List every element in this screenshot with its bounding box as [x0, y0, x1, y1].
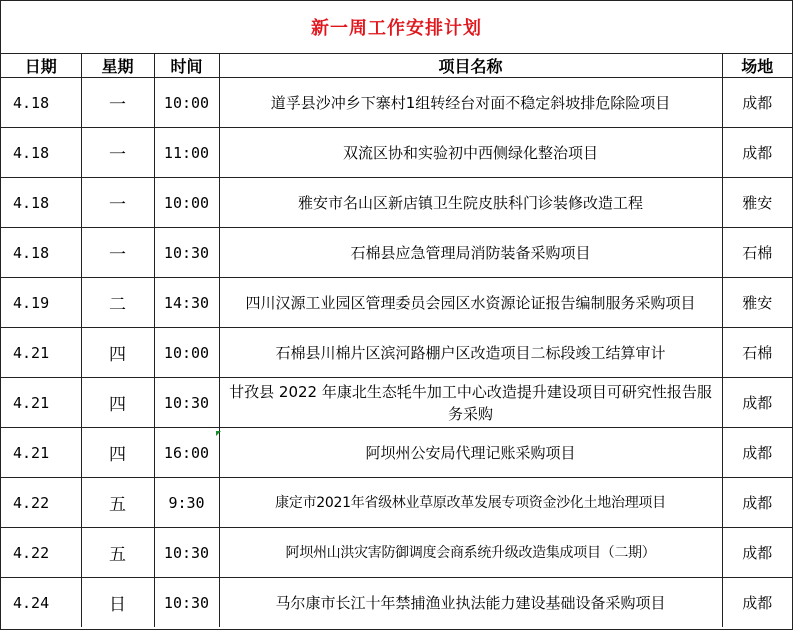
cell-venue: 成都: [722, 78, 792, 128]
cell-project: 阿坝州山洪灾害防御调度会商系统升级改造集成项目（二期）: [219, 528, 722, 578]
cell-date: 4.18: [1, 178, 81, 228]
cell-venue: 成都: [722, 478, 792, 528]
header-time: 时间: [154, 54, 219, 78]
cell-venue: 石棉: [722, 228, 792, 278]
cell-weekday: 五: [81, 528, 154, 578]
header-venue: 场地: [722, 54, 792, 78]
table-row: [1, 128, 792, 178]
cell-time: 14:30: [154, 278, 219, 328]
cell-project: 双流区协和实验初中西侧绿化整治项目: [219, 128, 722, 178]
table-row: [1, 578, 792, 628]
cell-time: 10:00: [154, 78, 219, 128]
header-weekday: 星期: [81, 54, 154, 78]
cell-project: 四川汉源工业园区管理委员会园区水资源论证报告编制服务采购项目: [219, 278, 722, 328]
cell-project: 石棉县应急管理局消防装备采购项目: [219, 228, 722, 278]
cell-date: 4.22: [1, 478, 81, 528]
table-row: [1, 528, 792, 578]
header-project: 项目名称: [219, 54, 722, 78]
cell-weekday: 五: [81, 478, 154, 528]
cell-date: 4.19: [1, 278, 81, 328]
cell-project: 康定市2021年省级林业草原改革发展专项资金沙化土地治理项目: [219, 478, 722, 528]
cell-date: 4.18: [1, 128, 81, 178]
cell-weekday: 四: [81, 378, 154, 428]
page-title: 新一周工作安排计划: [311, 18, 482, 39]
table-row: [1, 428, 792, 478]
cell-weekday: 一: [81, 228, 154, 278]
cell-venue: 成都: [722, 528, 792, 578]
cell-time: 11:00: [154, 128, 219, 178]
cell-venue: 雅安: [722, 178, 792, 228]
cell-time: 10:30: [154, 228, 219, 278]
cell-project: 雅安市名山区新店镇卫生院皮肤科门诊装修改造工程: [219, 178, 722, 228]
cell-weekday: 四: [81, 328, 154, 378]
comment-indicator-icon: [216, 431, 221, 436]
cell-weekday: 日: [81, 578, 154, 628]
table-row: [1, 228, 792, 278]
cell-time: 10:30: [154, 378, 219, 428]
table-row: [1, 78, 792, 128]
cell-project: 甘孜县 2022 年康北生态牦牛加工中心改造提升建设项目可研究性报告服务采购: [219, 378, 722, 428]
cell-venue: 成都: [722, 128, 792, 178]
cell-date: 4.22: [1, 528, 81, 578]
cell-venue: 成都: [722, 428, 792, 478]
title-row: [1, 1, 792, 54]
cell-date: 4.21: [1, 428, 81, 478]
cell-time: 9:30: [154, 478, 219, 528]
cell-time: 10:00: [154, 178, 219, 228]
cell-weekday: 四: [81, 428, 154, 478]
cell-date: 4.24: [1, 578, 81, 628]
cell-time: 10:30: [154, 528, 219, 578]
table-row: [1, 178, 792, 228]
table-row: [1, 478, 792, 528]
table-row: [1, 378, 792, 428]
cell-time: 10:30: [154, 578, 219, 628]
cell-date: 4.21: [1, 328, 81, 378]
cell-weekday: 一: [81, 78, 154, 128]
cell-weekday: 二: [81, 278, 154, 328]
cell-weekday: 一: [81, 128, 154, 178]
schedule-table: [1, 54, 792, 627]
cell-weekday: 一: [81, 178, 154, 228]
cell-date: 4.18: [1, 228, 81, 278]
cell-date: 4.18: [1, 78, 81, 128]
cell-time: 10:00: [154, 328, 219, 378]
cell-venue: 成都: [722, 578, 792, 628]
cell-time: 16:00: [154, 428, 219, 478]
cell-date: 4.21: [1, 378, 81, 428]
cell-project: 道孚县沙冲乡下寨村1组转经台对面不稳定斜坡排危除险项目: [219, 78, 722, 128]
header-date: 日期: [1, 54, 81, 78]
table-row: [1, 278, 792, 328]
table-row: [1, 328, 792, 378]
cell-project: 马尔康市长江十年禁捕渔业执法能力建设基础设备采购项目: [219, 578, 722, 628]
cell-project: 阿坝州公安局代理记账采购项目: [219, 428, 722, 478]
cell-venue: 成都: [722, 378, 792, 428]
cell-project: 石棉县川棉片区滨河路棚户区改造项目二标段竣工结算审计: [219, 328, 722, 378]
cell-venue: 雅安: [722, 278, 792, 328]
cell-venue: 石棉: [722, 328, 792, 378]
header-row: [1, 54, 792, 78]
